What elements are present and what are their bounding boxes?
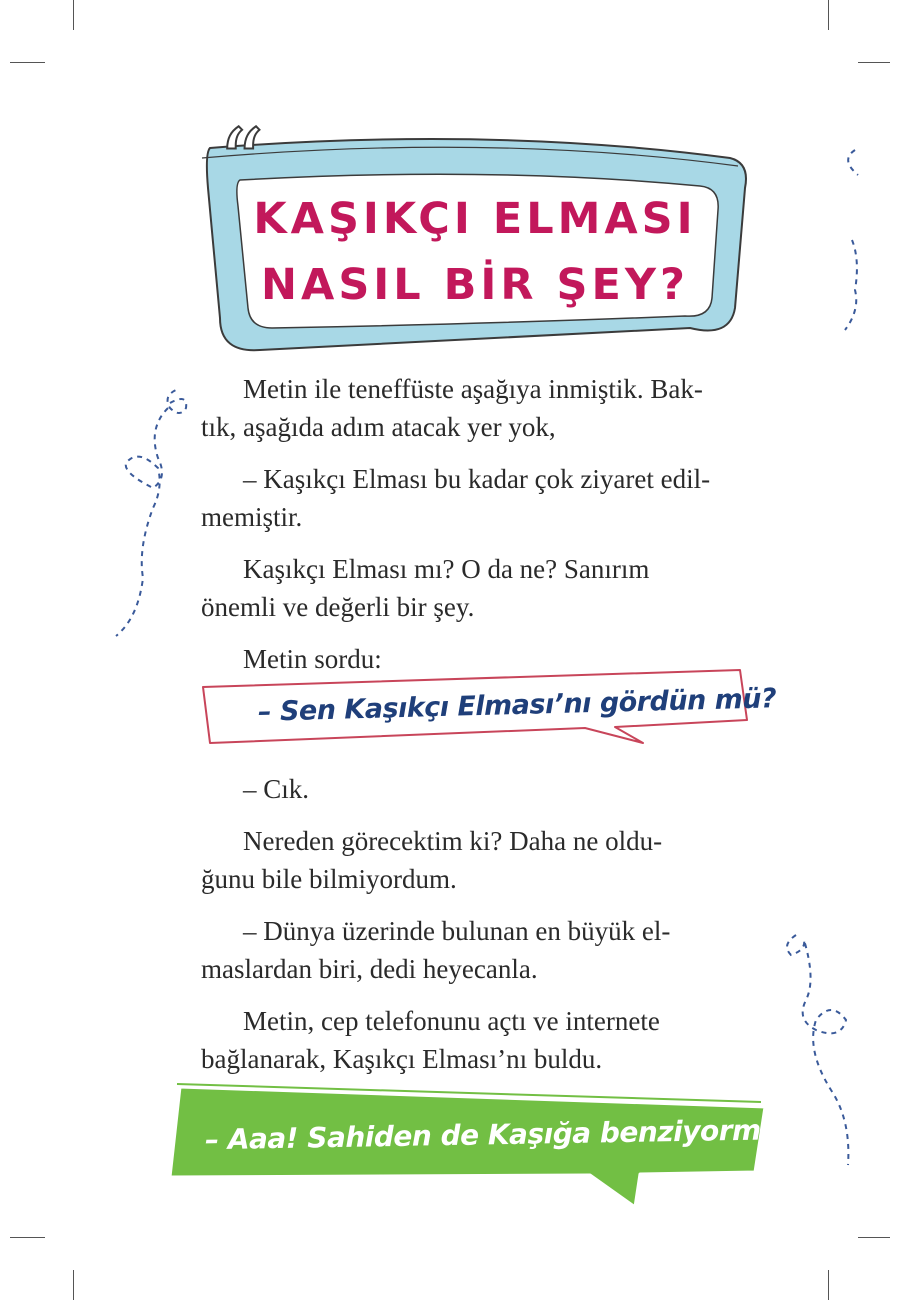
paragraph [201, 550, 730, 626]
paragraph-line: tık, aşağıda adım atacak yer yok, [201, 412, 556, 442]
crop-mark [858, 62, 890, 63]
paragraph-line: maslardan biri, dedi heyecanla. [201, 954, 538, 984]
speech-bubble-text: – Sen Kaşıkçı Elması’nı gördün mü? [257, 683, 777, 728]
paragraph-line: Nereden görecektim ki? Daha ne oldu- [243, 826, 663, 856]
dotted-swirl-doodle-icon [108, 378, 198, 648]
quote-mark-icon: “ [218, 110, 265, 215]
chapter-title-line2: NASIL BİR ŞEY? [261, 260, 689, 310]
exclaim-banner-text: – Aaa! Sahiden de Kaşığa benziyormuş! [204, 1112, 809, 1157]
crop-mark [73, 0, 74, 30]
crop-mark [858, 1237, 890, 1238]
chapter-title [250, 186, 700, 318]
paragraph-line: Metin ile teneffüste aşağıya inmiştik. Bak- [243, 374, 703, 404]
paragraph-line: – Cık. [243, 774, 310, 804]
crop-mark [10, 62, 45, 63]
body-text-block [201, 370, 730, 678]
paragraph [201, 370, 730, 446]
paragraph [243, 770, 730, 808]
crop-mark [10, 1237, 45, 1238]
paragraph-line: memiştir. [201, 502, 303, 532]
paragraph-line: ğunu bile bilmiyordum. [201, 864, 457, 894]
paragraph [201, 912, 730, 988]
paragraph-line: Metin sordu: [243, 644, 382, 674]
paragraph [201, 1002, 730, 1078]
crop-mark [73, 1270, 74, 1300]
body-text-block [201, 770, 730, 1078]
chapter-title-line1: KAŞIKÇI ELMASI [253, 194, 697, 244]
dotted-curve-doodle-icon [830, 140, 870, 340]
paragraph-line: – Kaşıkçı Elması bu kadar çok ziyaret edil- [243, 464, 711, 494]
paragraph [201, 460, 730, 536]
paragraph-line: bağlanarak, Kaşıkçı Elması’nı buldu. [201, 1044, 603, 1074]
crop-mark [828, 1270, 829, 1300]
paragraph-line: – Dünya üzerinde bulunan en büyük el- [243, 916, 671, 946]
crop-mark [828, 0, 829, 30]
paragraph [201, 822, 730, 898]
paragraph-line: Kaşıkçı Elması mı? O da ne? Sanırım [243, 554, 650, 584]
paragraph-line: Metin, cep telefonunu açtı ve internete [243, 1006, 660, 1036]
paragraph-line: önemli ve değerli bir şey. [201, 592, 475, 622]
dotted-swirl-doodle-icon [776, 920, 866, 1190]
